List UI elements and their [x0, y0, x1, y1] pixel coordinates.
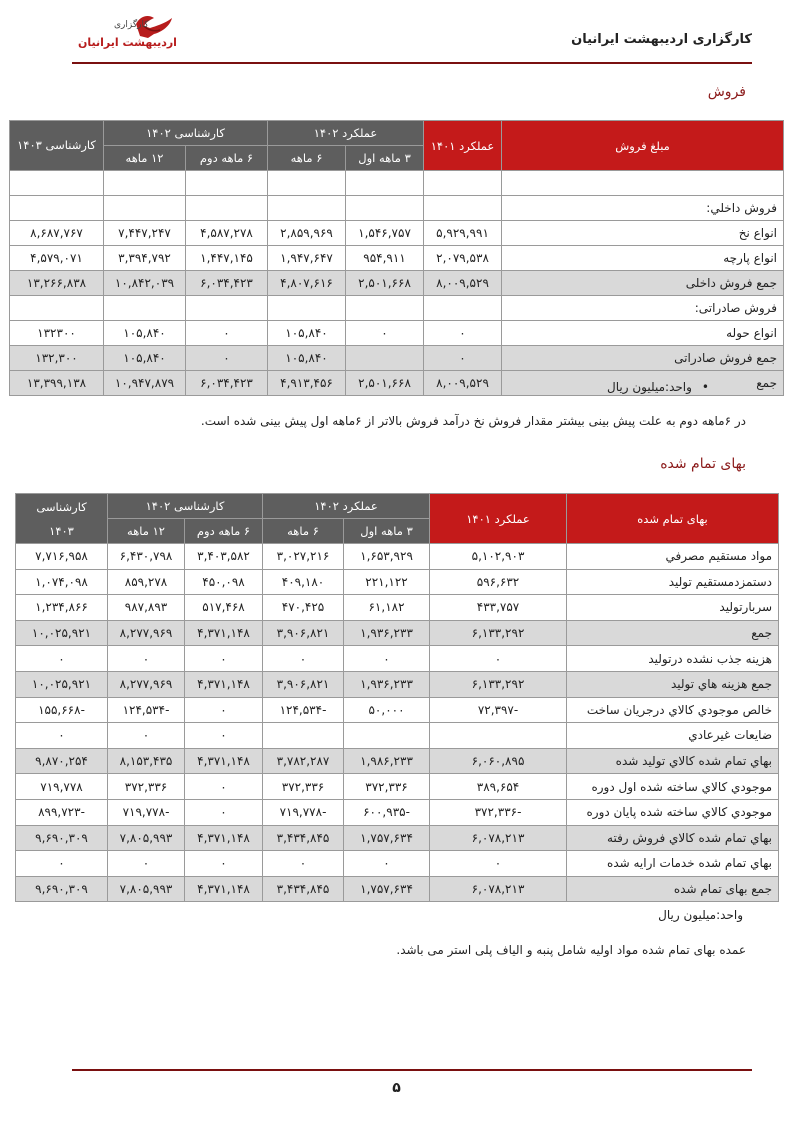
- table-cell: ۶,۰۳۴,۴۲۳: [186, 371, 268, 396]
- col-header-6m-second: ۶ ماهه دوم: [186, 146, 268, 171]
- table-cell: ۸,۲۷۷,۹۶۹: [108, 620, 185, 646]
- table-row: [16, 723, 779, 749]
- table-cell: ۱,۵۴۶,۷۵۷: [346, 221, 424, 246]
- col-header-expert-1403: کارشناسی ۱۴۰۳: [10, 121, 104, 171]
- table-cell: ۹۸۷,۸۹۳: [108, 595, 185, 621]
- row-label: خالص موجودي كالاي درجريان ساخت: [567, 697, 779, 723]
- table-cell: ۳,۴۳۴,۸۴۵: [263, 825, 344, 851]
- table-cell: [346, 346, 424, 371]
- table-row: [16, 825, 779, 851]
- row-label: فروش داخلي:: [502, 196, 784, 221]
- cogs-table: [15, 493, 779, 902]
- table-cell: [346, 196, 424, 221]
- row-label: جمع هزينه هاي توليد: [567, 671, 779, 697]
- table-cell: ۳۸۹,۶۵۴: [430, 774, 567, 800]
- col-header-6m: ۶ ماهه: [263, 519, 344, 544]
- col-header-cogs: بهای تمام شده: [567, 494, 779, 544]
- table-cell: ۰: [263, 851, 344, 877]
- broker-name: کارگزاری اردیبهشت ایرانیان: [571, 32, 752, 47]
- logo-caption: کارگزاری: [114, 20, 149, 30]
- col-header-12m: ۱۲ ماهه: [104, 146, 186, 171]
- table-row: [16, 646, 779, 672]
- table-cell: ۲,۰۷۹,۵۳۸: [424, 246, 502, 271]
- table-cell: [104, 171, 186, 196]
- table-cell: [186, 171, 268, 196]
- cogs-section-title: بهای تمام شده: [660, 456, 746, 472]
- table-cell: ۱۳,۳۹۹,۱۳۸: [10, 371, 104, 396]
- table-row: [16, 799, 779, 825]
- table-cell: -۳۷۲,۳۳۶: [430, 799, 567, 825]
- table-cell: [424, 296, 502, 321]
- table-cell: ۴۵۰,۰۹۸: [185, 569, 263, 595]
- sales-section-title: فروش: [707, 84, 746, 100]
- col-header-6m: ۶ ماهه: [268, 146, 346, 171]
- col-header-3m-first: ۳ ماهه اول: [346, 146, 424, 171]
- table-cell: ۵,۱۰۲,۹۰۳: [430, 544, 567, 570]
- table-cell: ۰: [186, 321, 268, 346]
- table-cell: [424, 196, 502, 221]
- broker-logo: [74, 12, 184, 62]
- table-row: [16, 774, 779, 800]
- table-cell: ۶,۴۳۰,۷۹۸: [108, 544, 185, 570]
- row-label: انواع حوله: [502, 321, 784, 346]
- table-cell: ۱۰۵,۸۴۰: [104, 321, 186, 346]
- table-cell: ۱,۴۴۷,۱۴۵: [186, 246, 268, 271]
- table-row: [10, 296, 784, 321]
- table-cell: ۳,۹۰۶,۸۲۱: [263, 671, 344, 697]
- row-label: جمع بهای تمام شده: [567, 876, 779, 902]
- table-cell: ۳۷۲,۳۳۶: [344, 774, 430, 800]
- col-header-expert-1402: کارشناسی ۱۴۰۲: [108, 494, 263, 519]
- table-cell: ۱,۰۷۴,۰۹۸: [16, 569, 108, 595]
- row-label: انواع پارچه: [502, 246, 784, 271]
- table-cell: ۶۱,۱۸۲: [344, 595, 430, 621]
- table-cell: ۲,۸۵۹,۹۶۹: [268, 221, 346, 246]
- table-cell: ۹,۶۹۰,۳۰۹: [16, 825, 108, 851]
- table-cell: ۷,۷۱۶,۹۵۸: [16, 544, 108, 570]
- table-cell: -۱۲۴,۵۳۴: [263, 697, 344, 723]
- bullet-icon: •: [701, 380, 709, 394]
- cogs-note: عمده بهای تمام شده مواد اولیه شامل پنبه و الیاف پلی استر می باشد.: [396, 943, 746, 957]
- expert-1403-line1: کارشناسی: [36, 499, 87, 514]
- table-cell: [424, 171, 502, 196]
- table-cell: ۷,۸۰۵,۹۹۳: [108, 876, 185, 902]
- table-cell: ۷,۴۴۷,۲۴۷: [104, 221, 186, 246]
- table-cell: ۰: [430, 851, 567, 877]
- table-cell: ۱,۲۳۴,۸۶۶: [16, 595, 108, 621]
- table-cell: ۰: [185, 723, 263, 749]
- table-row: [10, 321, 784, 346]
- row-label: بهاي تمام شده كالاي توليد شده: [567, 748, 779, 774]
- table-row: [10, 271, 784, 296]
- col-header-sales-amount: مبلغ فروش: [502, 121, 784, 171]
- table-cell: [10, 296, 104, 321]
- table-cell: ۴,۳۷۱,۱۴۸: [185, 748, 263, 774]
- col-header-3m-first: ۳ ماهه اول: [344, 519, 430, 544]
- table-cell: [430, 723, 567, 749]
- row-label: جمع فروش داخلی: [502, 271, 784, 296]
- table-row: [16, 876, 779, 902]
- table-row: [16, 671, 779, 697]
- table-cell: [263, 723, 344, 749]
- table-cell: ۱۳,۲۶۶,۸۳۸: [10, 271, 104, 296]
- table-cell: ۹,۸۷۰,۲۵۴: [16, 748, 108, 774]
- table-cell: ۰: [185, 774, 263, 800]
- table-cell: ۱۰,۰۲۵,۹۲۱: [16, 620, 108, 646]
- table-cell: ۴,۳۷۱,۱۴۸: [185, 876, 263, 902]
- table-cell: ۰: [108, 646, 185, 672]
- table-cell: ۳۷۲,۳۳۶: [108, 774, 185, 800]
- row-label: جمع: [567, 620, 779, 646]
- table-cell: [346, 171, 424, 196]
- table-cell: ۳۷۲,۳۳۶: [263, 774, 344, 800]
- col-header-expert-1403: [16, 494, 108, 544]
- table-cell: ۵۹۶,۶۳۲: [430, 569, 567, 595]
- table-cell: ۰: [185, 697, 263, 723]
- table-row: [16, 697, 779, 723]
- table-cell: [346, 296, 424, 321]
- table-row: [16, 595, 779, 621]
- table-cell: ۱۰۵,۸۴۰: [268, 321, 346, 346]
- table-cell: ۰: [263, 646, 344, 672]
- header-divider: [72, 62, 752, 64]
- col-header-12m: ۱۲ ماهه: [108, 519, 185, 544]
- table-cell: ۱۰۵,۸۴۰: [104, 346, 186, 371]
- table-cell: ۴,۵۸۷,۲۷۸: [186, 221, 268, 246]
- table-cell: -۷۱۹,۷۷۸: [108, 799, 185, 825]
- table-cell: ۴,۸۰۷,۶۱۶: [268, 271, 346, 296]
- table-cell: -۷۲,۳۹۷: [430, 697, 567, 723]
- row-label: ضايعات غيرعادي: [567, 723, 779, 749]
- col-header-6m-second: ۶ ماهه دوم: [185, 519, 263, 544]
- table-cell: ۱,۹۴۷,۶۴۷: [268, 246, 346, 271]
- table-cell: ۱,۷۵۷,۶۳۴: [344, 825, 430, 851]
- table-cell: ۱۳۲۳۰۰: [10, 321, 104, 346]
- table-cell: ۱,۷۵۷,۶۳۴: [344, 876, 430, 902]
- row-label: مواد مستقيم مصرفي: [567, 544, 779, 570]
- row-label: بهاي تمام شده كالاي فروش رفته: [567, 825, 779, 851]
- table-cell: ۸,۲۷۷,۹۶۹: [108, 671, 185, 697]
- table-cell: ۵,۹۲۹,۹۹۱: [424, 221, 502, 246]
- table-cell: ۴۳۳,۷۵۷: [430, 595, 567, 621]
- row-label: فروش صادراتی:: [502, 296, 784, 321]
- table-cell: ۶,۰۶۰,۸۹۵: [430, 748, 567, 774]
- table-cell: ۰: [108, 851, 185, 877]
- table-cell: ۷۱۹,۷۷۸: [16, 774, 108, 800]
- table-cell: ۷,۸۰۵,۹۹۳: [108, 825, 185, 851]
- table-cell: ۱۰,۰۲۵,۹۲۱: [16, 671, 108, 697]
- table-cell: ۰: [16, 851, 108, 877]
- table-cell: ۳,۴۰۳,۵۸۲: [185, 544, 263, 570]
- table-cell: ۳,۳۹۴,۷۹۲: [104, 246, 186, 271]
- sales-unit: [607, 380, 709, 394]
- row-label: موجودي كالاي ساخته شده پايان دوره: [567, 799, 779, 825]
- sales-table: [9, 120, 784, 396]
- table-cell: ۰: [185, 851, 263, 877]
- table-cell: ۰: [185, 646, 263, 672]
- table-cell: -۸۹۹,۷۲۳: [16, 799, 108, 825]
- table-cell: ۲,۵۰۱,۶۶۸: [346, 371, 424, 396]
- page-header: [72, 12, 752, 67]
- table-cell: ۰: [185, 799, 263, 825]
- table-cell: [186, 296, 268, 321]
- table-cell: ۰: [16, 646, 108, 672]
- table-cell: ۱۳۲,۳۰۰: [10, 346, 104, 371]
- table-cell: ۳,۰۲۷,۲۱۶: [263, 544, 344, 570]
- row-label: انواع نخ: [502, 221, 784, 246]
- table-cell: ۰: [344, 646, 430, 672]
- table-cell: ۸,۰۰۹,۵۲۹: [424, 271, 502, 296]
- table-cell: ۴,۳۷۱,۱۴۸: [185, 620, 263, 646]
- table-cell: ۳,۷۸۲,۲۸۷: [263, 748, 344, 774]
- table-cell: [104, 196, 186, 221]
- row-label: بهاي تمام شده خدمات ارايه شده: [567, 851, 779, 877]
- table-cell: ۰: [430, 646, 567, 672]
- table-cell: ۴,۹۱۳,۴۵۶: [268, 371, 346, 396]
- row-label: موجودي كالاي ساخته شده اول دوره: [567, 774, 779, 800]
- table-cell: ۹۵۴,۹۱۱: [346, 246, 424, 271]
- table-cell: ۶,۰۷۸,۲۱۳: [430, 825, 567, 851]
- table-cell: ۱,۹۸۶,۲۳۳: [344, 748, 430, 774]
- row-label: جمع فروش صادراتی: [502, 346, 784, 371]
- table-cell: ۴,۵۷۹,۰۷۱: [10, 246, 104, 271]
- table-cell: -۷۱۹,۷۷۸: [263, 799, 344, 825]
- table-row: [10, 171, 784, 196]
- table-cell: ۱۰,۹۴۷,۸۷۹: [104, 371, 186, 396]
- table-cell: ۰: [346, 321, 424, 346]
- sales-unit-text: واحد:میلیون ریال: [607, 380, 692, 394]
- table-cell: ۹,۶۹۰,۳۰۹: [16, 876, 108, 902]
- expert-1403-line2: ۱۴۰۳: [49, 523, 74, 538]
- footer-divider: [72, 1069, 752, 1071]
- table-cell: ۰: [186, 346, 268, 371]
- table-cell: -۱۲۴,۵۳۴: [108, 697, 185, 723]
- table-cell: ۴۷۰,۴۲۵: [263, 595, 344, 621]
- col-header-perf-1401: عملکرد ۱۴۰۱: [424, 121, 502, 171]
- table-cell: -۱۵۵,۶۶۸: [16, 697, 108, 723]
- sales-note: در ۶ماهه دوم به علت پیش بینی بیشتر مقدار فروش نخ درآمد فروش بالاتر از ۶ماهه اول پیش بینی شده است.: [200, 414, 746, 428]
- table-row: [16, 748, 779, 774]
- table-cell: ۰: [424, 321, 502, 346]
- table-cell: ۰: [16, 723, 108, 749]
- table-cell: ۸,۱۵۳,۴۳۵: [108, 748, 185, 774]
- table-cell: ۶,۰۷۸,۲۱۳: [430, 876, 567, 902]
- table-row: [10, 221, 784, 246]
- logo-brand: اردیبهشت ایرانیان: [78, 36, 177, 49]
- table-cell: ۱۰۵,۸۴۰: [268, 346, 346, 371]
- row-label: سربارتوليد: [567, 595, 779, 621]
- col-header-perf-1402: عملکرد ۱۴۰۲: [263, 494, 430, 519]
- table-row: [16, 620, 779, 646]
- table-row: [10, 246, 784, 271]
- table-cell: ۰: [344, 851, 430, 877]
- table-cell: ۰: [108, 723, 185, 749]
- table-row: [10, 196, 784, 221]
- table-cell: [10, 171, 104, 196]
- table-cell: [186, 196, 268, 221]
- table-row: [16, 569, 779, 595]
- table-cell: [268, 196, 346, 221]
- table-cell: ۶,۱۳۳,۲۹۲: [430, 671, 567, 697]
- table-cell: -۶۰۰,۹۳۵: [344, 799, 430, 825]
- table-cell: ۰: [424, 346, 502, 371]
- table-cell: ۶,۱۳۳,۲۹۲: [430, 620, 567, 646]
- table-cell: ۳,۴۳۴,۸۴۵: [263, 876, 344, 902]
- table-cell: ۱,۹۳۶,۲۳۳: [344, 620, 430, 646]
- table-cell: ۶,۰۳۴,۴۲۳: [186, 271, 268, 296]
- table-cell: ۴,۳۷۱,۱۴۸: [185, 825, 263, 851]
- col-header-perf-1402: عملکرد ۱۴۰۲: [268, 121, 424, 146]
- cogs-unit: واحد:میلیون ریال: [658, 908, 743, 922]
- table-cell: ۳,۹۰۶,۸۲۱: [263, 620, 344, 646]
- row-label: جمع: [502, 371, 784, 396]
- table-cell: ۵۰,۰۰۰: [344, 697, 430, 723]
- table-cell: ۵۱۷,۴۶۸: [185, 595, 263, 621]
- table-cell: [268, 296, 346, 321]
- table-cell: [104, 296, 186, 321]
- table-row: [10, 346, 784, 371]
- table-cell: ۱,۶۵۳,۹۲۹: [344, 544, 430, 570]
- table-cell: ۸,۰۰۹,۵۲۹: [424, 371, 502, 396]
- table-cell: ۸,۶۸۷,۷۶۷: [10, 221, 104, 246]
- table-cell: [268, 171, 346, 196]
- table-cell: ۸۵۹,۲۷۸: [108, 569, 185, 595]
- table-cell: ۱۰,۸۴۲,۰۳۹: [104, 271, 186, 296]
- table-cell: ۲۲۱,۱۲۲: [344, 569, 430, 595]
- col-header-perf-1401: عملکرد ۱۴۰۱: [430, 494, 567, 544]
- row-label: هزينه جذب نشده درتوليد: [567, 646, 779, 672]
- table-cell: ۴,۳۷۱,۱۴۸: [185, 671, 263, 697]
- table-cell: ۲,۵۰۱,۶۶۸: [346, 271, 424, 296]
- page-number: ۵: [392, 1080, 401, 1096]
- row-label: [502, 171, 784, 196]
- table-cell: [344, 723, 430, 749]
- row-label: دستمزدمستقيم توليد: [567, 569, 779, 595]
- table-cell: ۴۰۹,۱۸۰: [263, 569, 344, 595]
- table-row: [16, 851, 779, 877]
- table-cell: [10, 196, 104, 221]
- table-cell: ۱,۹۳۶,۲۳۳: [344, 671, 430, 697]
- col-header-expert-1402: کارشناسی ۱۴۰۲: [104, 121, 268, 146]
- table-row: [16, 544, 779, 570]
